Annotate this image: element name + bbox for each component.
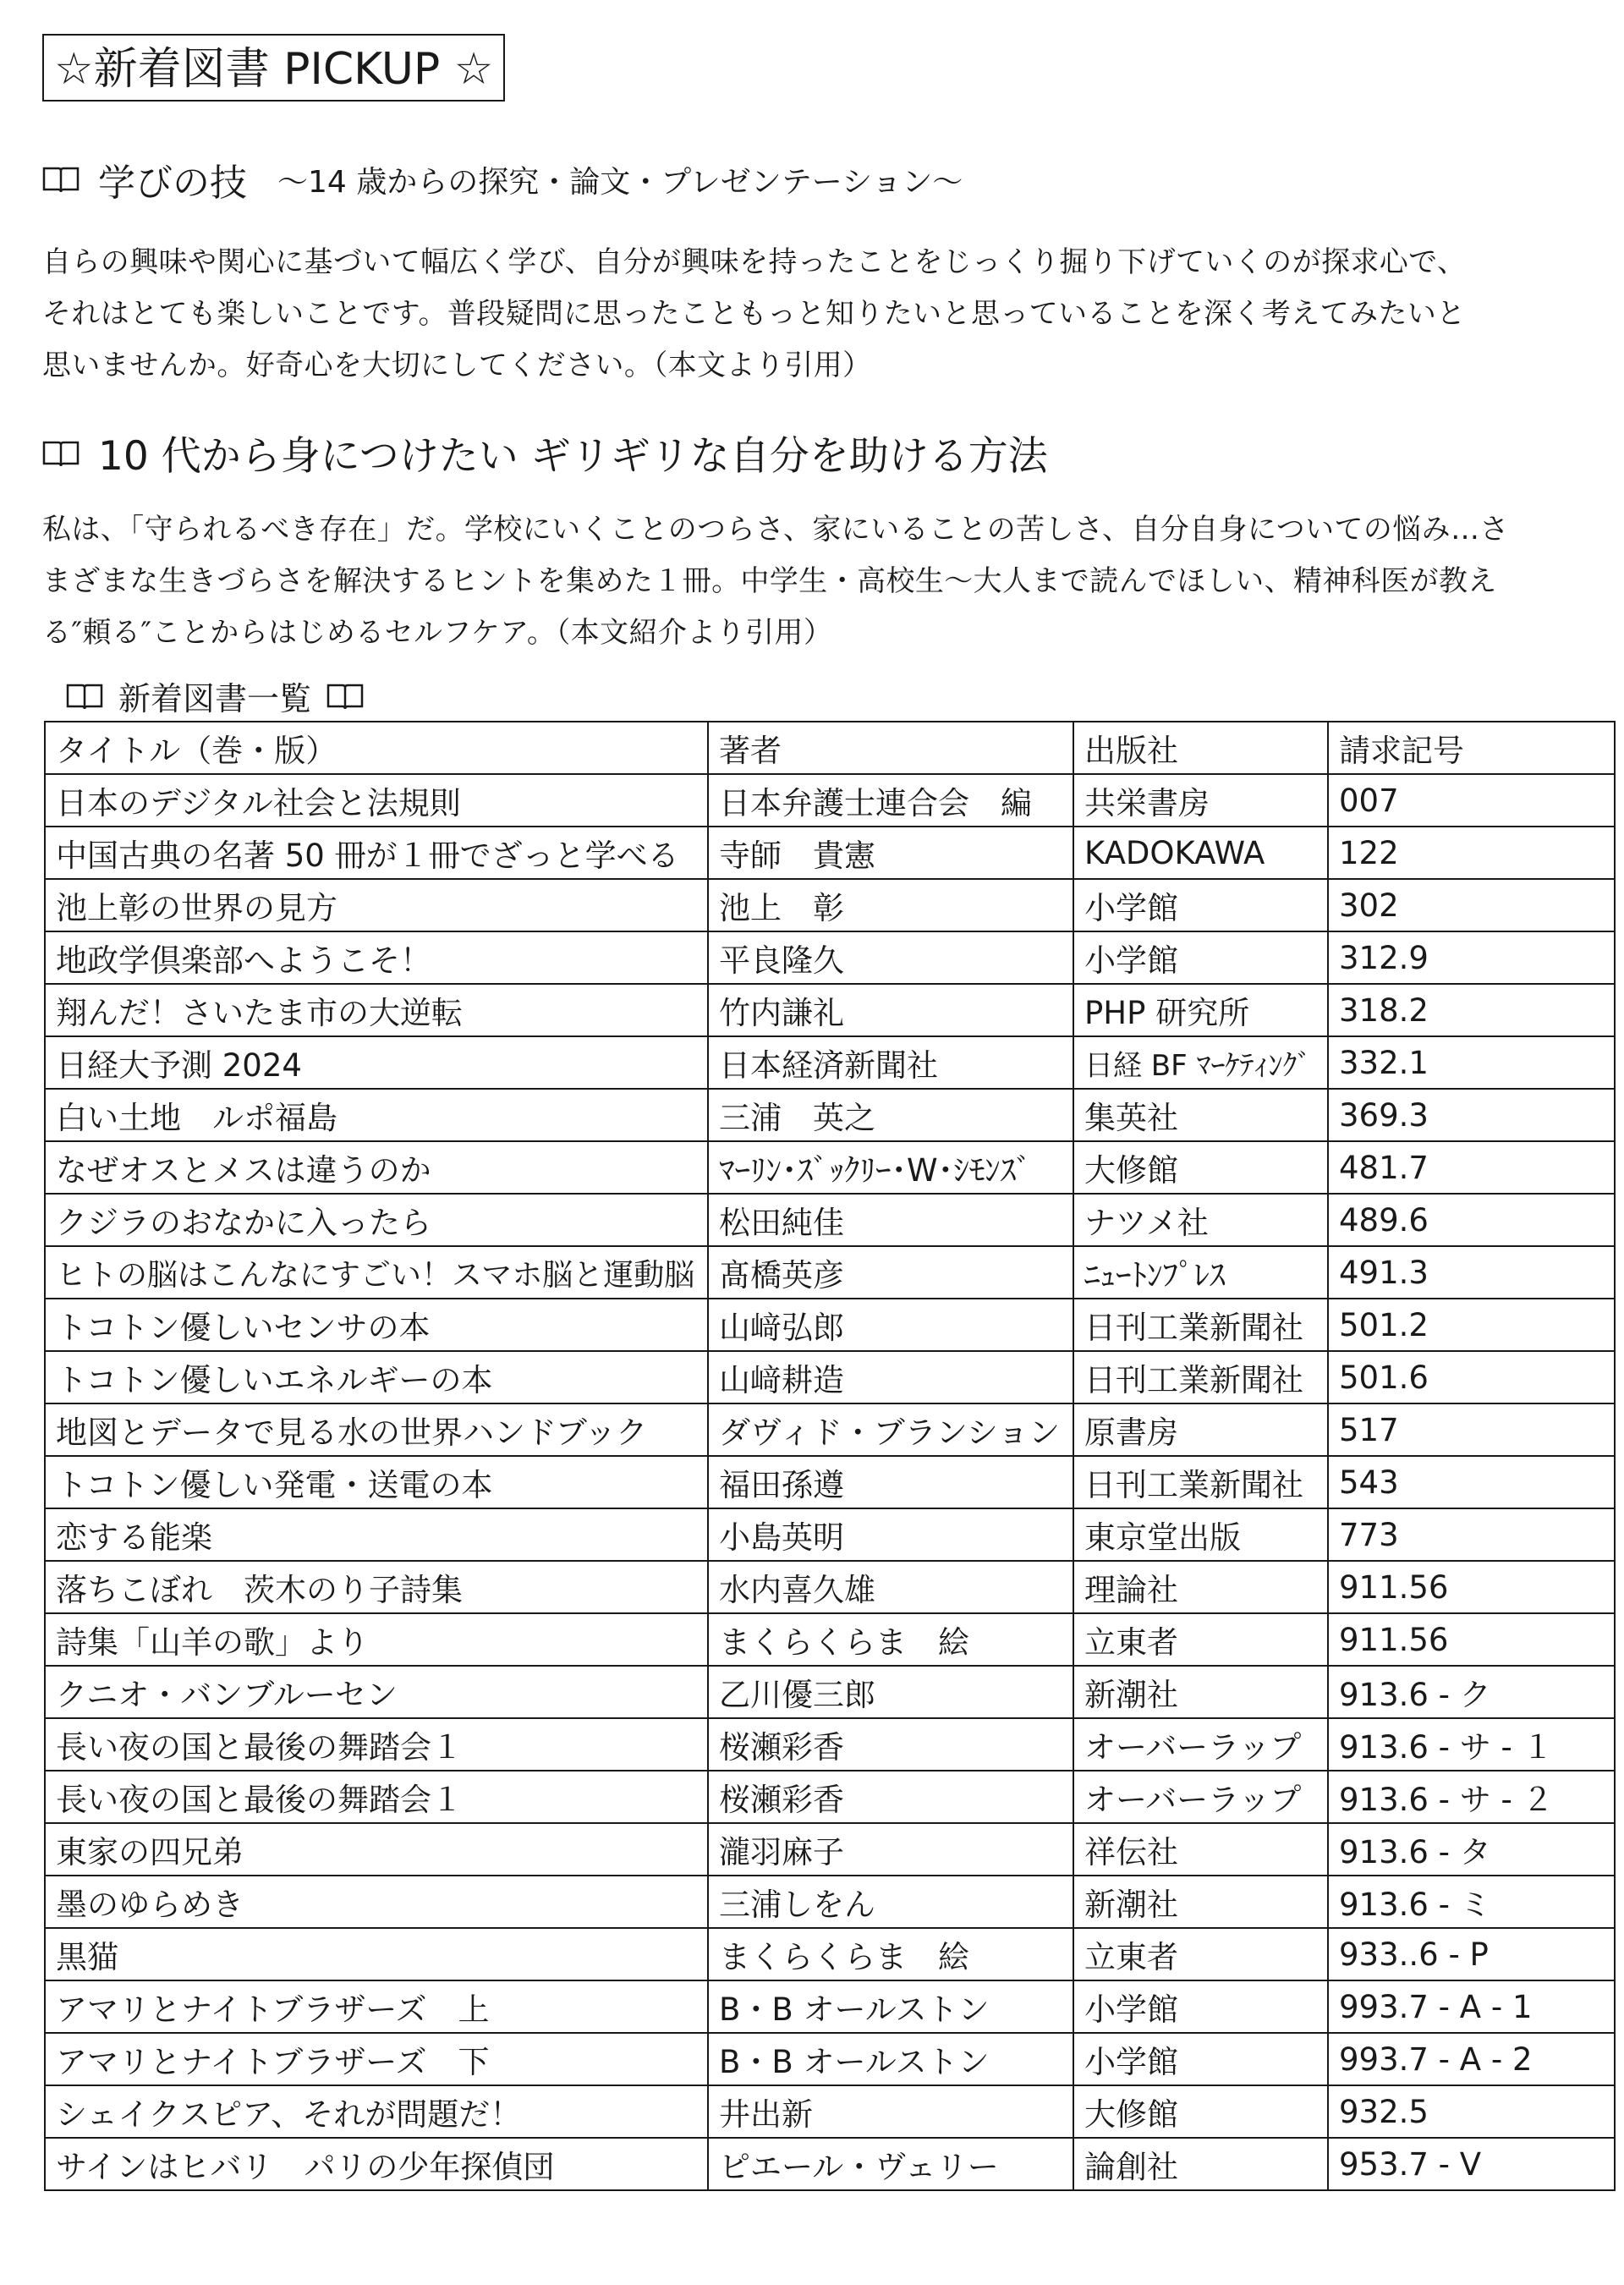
cell-author: ﾏｰﾘﾝ･ｽﾞｯｸﾘｰ･W･ｼﾓﾝｽﾞ [708,1141,1073,1194]
cell-title: シェイクスピア、それが問題だ！ [45,2085,708,2138]
description-line: 私は、「守られるべき存在」だ。学校にいくことのつらさ、家にいることの苦しさ、自分自身についての悩み…さ [42,513,1509,547]
cell-publisher: 新潮社 [1073,1666,1328,1718]
cell-publisher: 日刊工業新聞社 [1073,1456,1328,1508]
table-row [45,1980,1615,2033]
table-row [45,1928,1615,1980]
cell-publisher: ナツメ社 [1073,1194,1328,1246]
cell-call-number: 007 [1328,774,1615,827]
cell-author: ダヴィド・ブランション [708,1403,1073,1456]
cell-author: 桜瀬彩香 [708,1718,1073,1771]
cell-title: 東家の四兄弟 [45,1823,708,1876]
cell-author: 福田孫遵 [708,1456,1073,1508]
table-header-row [45,722,1615,774]
cell-title: サインはヒバリ パリの少年探偵団 [45,2138,708,2190]
cell-call-number: 933..6 - P [1328,1928,1615,1980]
cell-call-number: 302 [1328,879,1615,931]
cell-author: 三浦しをん [708,1876,1073,1928]
cell-call-number: 993.7 - A - 2 [1328,2033,1615,2085]
description-line: 思いませんか。好奇心を大切にしてください。（本文より引用） [42,349,872,382]
cell-author: 竹内謙礼 [708,984,1073,1036]
cell-title: クジラのおなかに入ったら [45,1194,708,1246]
cell-title: 墨のゆらめき [45,1876,708,1928]
table-row [45,1403,1615,1456]
column-header-author: 著者 [708,722,1073,774]
cell-publisher: 小学館 [1073,931,1328,984]
cell-call-number: 491.3 [1328,1246,1615,1299]
cell-call-number: 953.7 - V [1328,2138,1615,2190]
cell-publisher: 小学館 [1073,1980,1328,2033]
table-row [45,1771,1615,1823]
cell-title: トコトン優しい発電・送電の本 [45,1456,708,1508]
cell-publisher: 日刊工業新聞社 [1073,1299,1328,1351]
cell-title: アマリとナイトブラザーズ 上 [45,1980,708,2033]
cell-call-number: 501.6 [1328,1351,1615,1403]
cell-title: なぜオスとメスは違うのか [45,1141,708,1194]
cell-call-number: 913.6 - ミ [1328,1876,1615,1928]
cell-title: 恋する能楽 [45,1508,708,1561]
cell-title: 長い夜の国と最後の舞踏会１ [45,1771,708,1823]
feature-description-2 [42,504,1616,659]
cell-author: 平良隆久 [708,931,1073,984]
open-book-icon [326,682,364,711]
page-title: ☆新着図書 PICKUP ☆ [42,34,505,102]
new-books-table [44,721,1616,2191]
cell-title: クニオ・バンブルーセン [45,1666,708,1718]
cell-publisher: 小学館 [1073,2033,1328,2085]
cell-publisher: 立東者 [1073,1613,1328,1666]
open-book-icon [42,165,80,194]
table-row [45,1876,1615,1928]
cell-call-number: 993.7 - A - 1 [1328,1980,1615,2033]
cell-author: 山﨑耕造 [708,1351,1073,1403]
table-row [45,1089,1615,1141]
cell-publisher: 共栄書房 [1073,774,1328,827]
cell-author: 山﨑弘郎 [708,1299,1073,1351]
cell-title: 詩集「山羊の歌」より [45,1613,708,1666]
cell-publisher: 集英社 [1073,1089,1328,1141]
table-row [45,1718,1615,1771]
cell-title: 落ちこぼれ 茨木のり子詩集 [45,1561,708,1613]
table-body [45,774,1615,2190]
cell-call-number: 312.9 [1328,931,1615,984]
table-row [45,1823,1615,1876]
cell-call-number: 913.6 - サ - ２ [1328,1771,1615,1823]
cell-title: 長い夜の国と最後の舞踏会１ [45,1718,708,1771]
cell-author: 池上 彰 [708,879,1073,931]
cell-publisher: 論創社 [1073,2138,1328,2190]
cell-publisher: PHP 研究所 [1073,984,1328,1036]
cell-call-number: 543 [1328,1456,1615,1508]
cell-title: 中国古典の名著 50 冊が１冊でざっと学べる [45,827,708,879]
cell-publisher: 日刊工業新聞社 [1073,1351,1328,1403]
cell-publisher: 日経 BF ﾏｰｹﾃｨﾝｸﾞ [1073,1036,1328,1089]
cell-call-number: 773 [1328,1508,1615,1561]
table-row [45,1299,1615,1351]
cell-publisher: 新潮社 [1073,1876,1328,1928]
table-row [45,2033,1615,2085]
open-book-icon [42,439,80,468]
cell-publisher: オーバーラップ [1073,1718,1328,1771]
cell-publisher: KADOKAWA [1073,827,1328,879]
cell-publisher: 祥伝社 [1073,1823,1328,1876]
cell-call-number: 501.2 [1328,1299,1615,1351]
cell-call-number: 318.2 [1328,984,1615,1036]
cell-publisher: オーバーラップ [1073,1771,1328,1823]
cell-author: 寺師 貴憲 [708,827,1073,879]
cell-author: まくらくらま 絵 [708,1613,1073,1666]
cell-title: 地図とデータで見る水の世界ハンドブック [45,1403,708,1456]
cell-title: 翔んだ！さいたま市の大逆転 [45,984,708,1036]
table-row [45,1036,1615,1089]
cell-author: 日本弁護士連合会 編 [708,774,1073,827]
cell-author: 小島英明 [708,1508,1073,1561]
feature-title: 10 代から身につけたい ギリギリな自分を助ける方法 [98,433,1048,480]
cell-publisher: 東京堂出版 [1073,1508,1328,1561]
cell-title: トコトン優しいセンサの本 [45,1299,708,1351]
feature-subtitle: ～14 歳からの探究・論文・プレゼンテーション～ [277,164,963,200]
table-row [45,1141,1615,1194]
cell-author: 瀧羽麻子 [708,1823,1073,1876]
table-row [45,1246,1615,1299]
cell-call-number: 489.6 [1328,1194,1615,1246]
column-header-title: タイトル（巻・版） [45,722,708,774]
table-row [45,1456,1615,1508]
description-line: まざまな生きづらさを解決するヒントを集めた１冊。中学生・高校生～大人まで読んでほしい、精神科医が教え [42,564,1497,598]
description-line: る″頼る″ことからはじめるセルフケア。（本文紹介より引用） [42,616,833,650]
cell-call-number: 369.3 [1328,1089,1615,1141]
cell-call-number: 932.5 [1328,2085,1615,2138]
cell-author: 日本経済新聞社 [708,1036,1073,1089]
cell-call-number: 913.6 - ク [1328,1666,1615,1718]
table-row [45,1666,1615,1718]
feature-heading-1 [42,152,963,206]
cell-author: 松田純佳 [708,1194,1073,1246]
feature-heading-2 [42,425,1048,481]
cell-call-number: 122 [1328,827,1615,879]
table-row [45,774,1615,827]
column-header-call-number: 請求記号 [1328,722,1615,774]
cell-publisher: 大修館 [1073,1141,1328,1194]
cell-title: 池上彰の世界の見方 [45,879,708,931]
cell-title: 地政学倶楽部へようこそ！ [45,931,708,984]
description-line: それはとても楽しいことです。普段疑問に思ったこともっと知りたいと思っていることを深く考えてみたいと [42,297,1466,331]
cell-author: 井出新 [708,2085,1073,2138]
cell-call-number: 517 [1328,1403,1615,1456]
new-books-list-heading [66,673,364,719]
cell-title: 日本のデジタル社会と法規則 [45,774,708,827]
cell-author: 三浦 英之 [708,1089,1073,1141]
cell-title: ヒトの脳はこんなにすごい！スマホ脳と運動脳 [45,1246,708,1299]
table-row [45,1613,1615,1666]
cell-author: ピエール・ヴェリー [708,2138,1073,2190]
table-row [45,1194,1615,1246]
cell-call-number: 481.7 [1328,1141,1615,1194]
open-book-icon [66,682,103,711]
cell-author: B・B オールストン [708,1980,1073,2033]
cell-title: トコトン優しいエネルギーの本 [45,1351,708,1403]
cell-author: 桜瀬彩香 [708,1771,1073,1823]
feature-title: 学びの技 [98,162,247,205]
table-row [45,1351,1615,1403]
column-header-publisher: 出版社 [1073,722,1328,774]
cell-publisher: 大修館 [1073,2085,1328,2138]
cell-call-number: 911.56 [1328,1561,1615,1613]
description-line: 自らの興味や関心に基づいて幅広く学び、自分が興味を持ったことをじっくり掘り下げていくのが探求心で、 [42,245,1467,279]
list-heading-label: 新着図書一覧 [118,680,312,717]
cell-publisher: ﾆｭｰﾄﾝﾌﾟﾚｽ [1073,1246,1328,1299]
table-row [45,827,1615,879]
cell-call-number: 911.56 [1328,1613,1615,1666]
cell-title: アマリとナイトブラザーズ 下 [45,2033,708,2085]
feature-description-1 [42,237,1616,392]
cell-call-number: 913.6 - タ [1328,1823,1615,1876]
table-row [45,2138,1615,2190]
table-row [45,879,1615,931]
cell-author: まくらくらま 絵 [708,1928,1073,1980]
cell-publisher: 理論社 [1073,1561,1328,1613]
cell-author: 髙橋英彦 [708,1246,1073,1299]
cell-title: 黒猫 [45,1928,708,1980]
cell-publisher: 原書房 [1073,1403,1328,1456]
cell-title: 白い土地 ルポ福島 [45,1089,708,1141]
cell-title: 日経大予測 2024 [45,1036,708,1089]
cell-publisher: 小学館 [1073,879,1328,931]
cell-author: 乙川優三郎 [708,1666,1073,1718]
table-row [45,1508,1615,1561]
table-row [45,984,1615,1036]
table-row [45,1561,1615,1613]
cell-author: B・B オールストン [708,2033,1073,2085]
cell-author: 水内喜久雄 [708,1561,1073,1613]
table-row [45,2085,1615,2138]
table-row [45,931,1615,984]
cell-publisher: 立東者 [1073,1928,1328,1980]
cell-call-number: 332.1 [1328,1036,1615,1089]
cell-call-number: 913.6 - サ - １ [1328,1718,1615,1771]
